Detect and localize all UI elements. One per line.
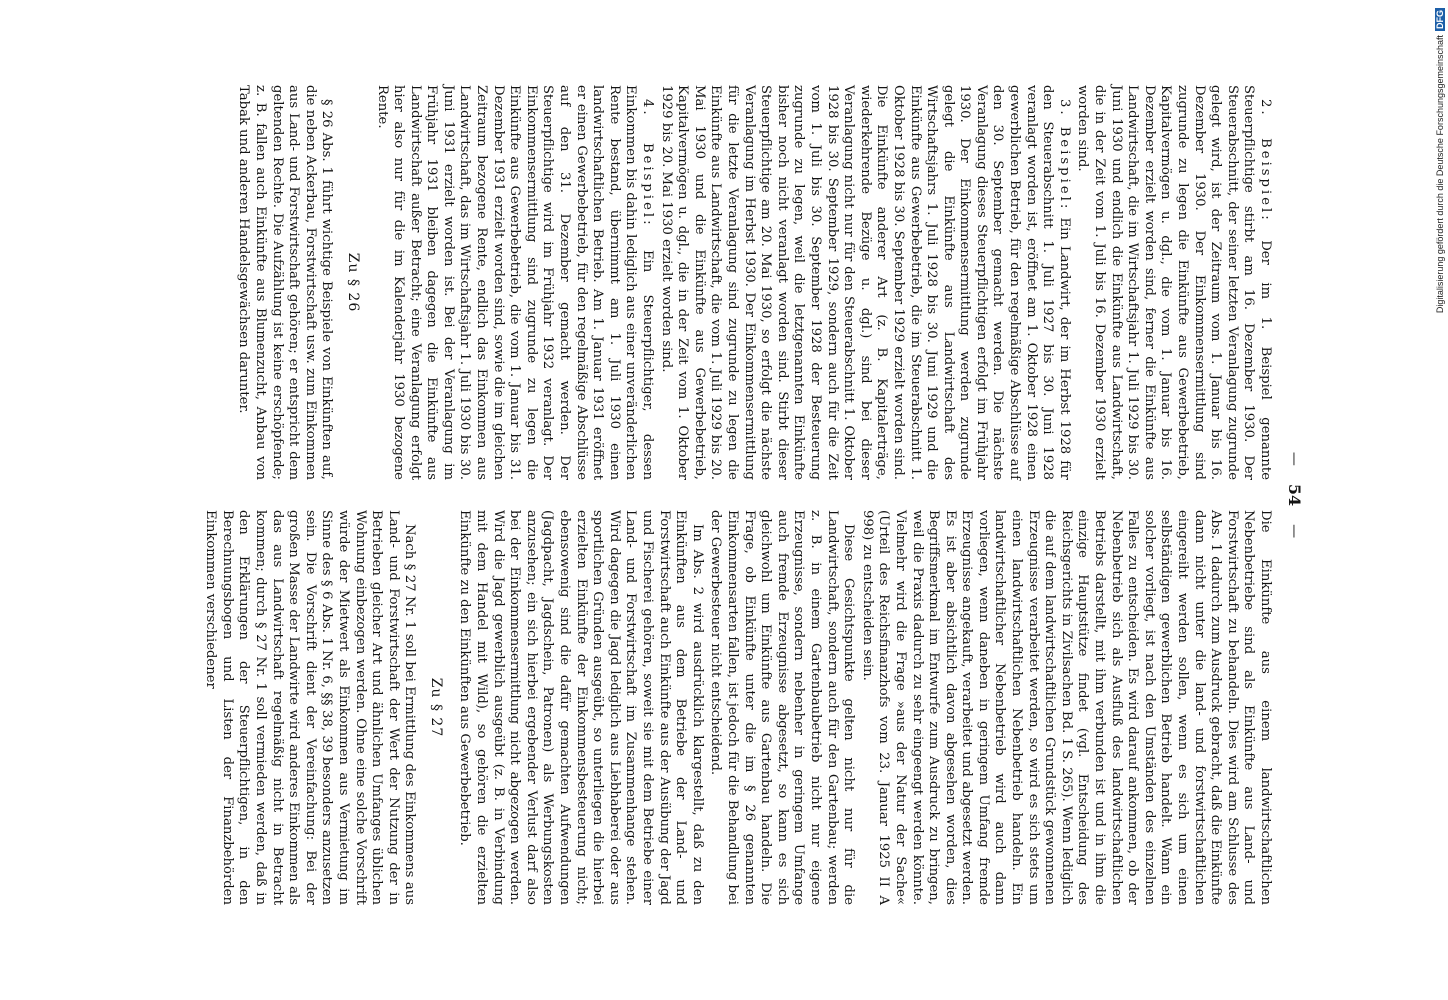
paragraph-section-27: Nach § 27 Nr. 1 soll bei Ermittlung des Einkommens aus Land- und Forstwirtschaft der Wert der Nutzung der in Betrieben gleicher Art und ähnlichen Umfanges üblichen Wohnung einbezogen werden. Ohne eine solche Vorschrift würde der Mietwert als Einkommen aus Vermietung im Sinne des § 6 Abs. 1 Nr. 6, §§ 38, 39 besonders anzusetzen sein. Die Vorschrift dient der Vereinfachung: Bei der großen Masse der Landwirte wird anderes Einkommen als das aus Landwirtschaft regelmäßig nicht in Betracht kommen; durch § 27 Nr. 1 soll vermieden werden, daß in den Erklärungen der Steuerpflichtigen, in den Berechnungsbogen und Listen der Finanzbehörden Einkommen verschiedener bbox=[203, 510, 418, 905]
scanned-page bbox=[105, 85, 1305, 905]
paragraph-example-3 bbox=[657, 85, 1072, 480]
paragraph-gartenbau: Diese Gesichtspunkte gelten nicht nur für die Landwirtschaft, sondern auch für den Gartenbau; werden z. B. in einem Gartenbaubetrieb nicht nur eigene Erzeugnisse, sondern nebenher in geringem Umfange auch fremde Erzeugnisse abgesetzt, so kann es sich gleichwohl um Einkünfte aus Gartenbau handeln. Die Frage, ob Einkünfte unter die im § 26 genannten Einkommensarten fallen, ist jedoch für die Behandlung bei der Gewerbesteuer nicht entscheidend. bbox=[708, 510, 857, 905]
example-label: 4. Beispiel: bbox=[640, 99, 656, 228]
section-heading-26: Zu § 26 bbox=[344, 252, 361, 313]
dfg-logo: DFG bbox=[1435, 10, 1445, 29]
example-label: 2. Beispiel: bbox=[1258, 99, 1273, 223]
left-column bbox=[233, 85, 1273, 480]
paragraph-jagd: Im Abs. 2 wird ausdrücklich klargestellt, daß zu den Einkünften aus dem Betriebe der Land- und Forstwirtschaft auch Einkünfte aus der Ausübung der Jagd und Fischerei gehören, soweit sie mit dem Betriebe einer Land- und Forstwirtschaft im Zusammenhange stehen. Wird dagegen die Jagd lediglich aus Liebhaberei oder aus sportlichen Gründen ausgeübt, so unterliegen die hierbei erzielten Einkünfte der Einkommensbesteuerung nicht; ebensowenig sind die dafür gemachten Aufwendungen (Jagdpacht, Jagdschein, Patronen) als Werbungskosten anzusehen; ein sich hierbei ergebender Verlust darf also bei der Einkommensermittlung nicht abgezogen werden. Wird die Jagd gewerblich ausgeübt (z. B. in Verbindung mit dem Handel mit Wild), so gehören die erzielten Einkünfte zu den Einkünften aus Gewerbebetrieb. bbox=[457, 510, 705, 905]
paragraph-text: Der im 1. Beispiel genannte Steuerpflichtige stirbt am 16. Dezember 1930. Der Steuerabschnitt, der seiner letzten Veranlagung zugrunde gelegt wird, ist der Zeitraum vom 1. Januar bis 16. Dezember 1930. Der Einkommensermittlung sind zugrunde zu legen die Einkünfte aus Gewerbebetrieb, Kapitalvermögen u. dgl., die vom 1. Januar bis 16. Dezember erzielt worden sind, ferner die Einkünfte aus Landwirtschaft, die im Wirtschaftsjahr 1. Juli 1929 bis 30. Juni 1930 und endlich die Einkünfte aus Landwirtschaft, die in der Zeit vom 1. Juli bis 16. Dezember 1930 erzielt worden sind. bbox=[1075, 85, 1273, 480]
credit-text: Digitalisierung gefördert durch die Deutsche Forschungsgemeinschaft bbox=[1435, 35, 1445, 314]
example-label: 3. Beispiel: bbox=[1056, 99, 1072, 212]
digitization-credit bbox=[1416, 8, 1445, 988]
section-heading-27: Zu § 27 bbox=[427, 677, 444, 738]
paragraph-nebenbetrieb: Die Einkünfte aus einem landwirtschaftlichen Nebenbetriebe sind als Einkünfte aus Land- und Forstwirtschaft zu behandeln. Dies wird am Schlusse des Abs. 1 dadurch zum Ausdruck gebracht, daß die Einkünfte dann nicht unter die land- und forstwirtschaftlichen eingereiht werden sollen, wenn es sich um einen selbständigen gewerblichen Betrieb handelt. Wann ein solcher vorliegt, ist nach den Umständen des einzelnen Falles zu entscheiden. Es wird darauf ankommen, ob der Nebenbetrieb sich als Ausfluß des landwirtschaftlichen Betriebs darstellt, mit ihm verbunden ist und in ihm die einzige Hauptstütze findet (vgl. Entscheidung des Reichsgerichts in Zivilsachen Bd. 1 S. 265). Wenn lediglich die auf dem landwirtschaftlichen Grundstück gewonnenen Erzeugnisse verarbeitet werden, so wird es sich stets um einen landwirtschaftlichen Nebenbetrieb handeln. Ein landwirtschaftlicher Nebenbetrieb wird auch dann vorliegen, wenn daneben in geringem Umfang fremde Erzeugnisse angekauft, verarbeitet und abgesetzt werden. Es ist aber absichtlich davon abgesehen worden, dies Begriffsmerkmal im Entwurfe zum Ausdruck zu bringen, weil die Praxis dadurch zu sehr eingeengt werden könnte. Vielmehr wird die Frage »aus der Natur der Sache« (Urteil des Reichsfinanzhofs vom 23. Januar 1925 II A 998) zu entscheiden sein. bbox=[859, 510, 1273, 905]
paragraph-section-26: § 26 Abs. 1 führt wichtige Beispiele von Einkünften auf, die neben Ackerbau, Forstwirtschaft usw. zum Einkommen aus Land- und Forstwirtschaft gehören; er entspricht dem geltenden Rechte. Die Aufzählung ist keine erschöpfende; z. B. fallen auch Einkünfte aus Blumenzucht, Anbau von Tabak und anderen Handelsgewächsen darunter. bbox=[236, 85, 335, 480]
right-column bbox=[200, 510, 1273, 905]
paragraph-text: Ein Steuerpflichtiger, dessen Einkommen bis dahin lediglich aus einer unveränderlichen Rente bestand, übernimmt am 1. Juli 1930 einen landwirtschaftlichen Betrieb. Am 1. Januar 1931 eröffnet er einen Gewerbebetrieb, für den regelmäßige Abschlüsse auf den 31. Dezember gemacht werden. Der Steuerpflichtige wird im Frühjahr 1932 veranlagt. Der Einkommensermittlung sind zugrunde zu legen die Einkünfte aus Gewerbebetrieb, die vom 1. Januar bis 31. Dezember 1931 erzielt worden sind, sowie die im gleichen Zeitraum bezogene Rente, endlich das Einkommen aus Landwirtschaft, das im Wirtschaftsjahr 1. Juli 1930 bis 30. Juni 1931 erzielt worden ist. Bei der Veranlagung im Frühjahr 1931 bleiben dagegen die Einkünfte aus Landwirtschaft außer Betracht; eine Veranlagung erfolgt hier also nur für die im Kalenderjahr 1930 bezogene Rente. bbox=[374, 85, 656, 480]
page-header: — 54 — bbox=[1285, 451, 1305, 539]
paragraph-text: Ein Landwirt, der im Herbst 1928 für den Steuerabschnitt 1. Juli 1927 bis 30. Juni 1928 veranlagt worden ist, eröffnet am 1. Oktober 1928 einen gewerblichen Betrieb, für den regelmäßige Abschlüsse auf den 30. September gemacht werden. Die nächste Veranlagung dieses Steuerpflichtigen erfolgt im Frühjahr 1930. Der Einkommensermittlung werden zugrunde gelegt die Einkünfte aus Landwirtschaft des Wirtschaftsjahrs 1. Juli 1928 bis 30. Juni 1929 und die Einkünfte aus Gewerbebetrieb, die im Steuerabschnitt 1. Oktober 1928 bis 30. September 1929 erzielt worden sind. Die Einkünfte anderer Art (z. B. Kapitalerträge, wiederkehrende Bezüge u. dgl.) sind bei dieser Veranlagung nicht nur für den Steuerabschnitt 1. Oktober 1928 bis 30. September 1929, sondern auch für die Zeit vom 1. Juli bis 30. September 1928 der Besteuerung zugrunde zu legen, weil die letztgenannten Einkünfte bisher noch nicht veranlagt worden sind. Stirbt dieser Steuerpflichtige am 20. Mai 1930, so erfolgt die nächste Veranlagung im Herbst 1930. Der Einkommensermittlung für die letzte Veranlagung sind zugrunde zu legen die Einkünfte aus Landwirtschaft, die vom 1. Juli 1929 bis 20. Mai 1930 und die Einkünfte aus Gewerbebetrieb, Kapitalvermögen u. dgl., die in der Zeit vom 1. Oktober 1929 bis 20. Mai 1930 erzielt worden sind. bbox=[658, 85, 1072, 480]
paragraph-example-4 bbox=[373, 85, 655, 480]
page-number: 54 bbox=[1285, 483, 1305, 507]
paragraph-example-2 bbox=[1074, 85, 1273, 480]
